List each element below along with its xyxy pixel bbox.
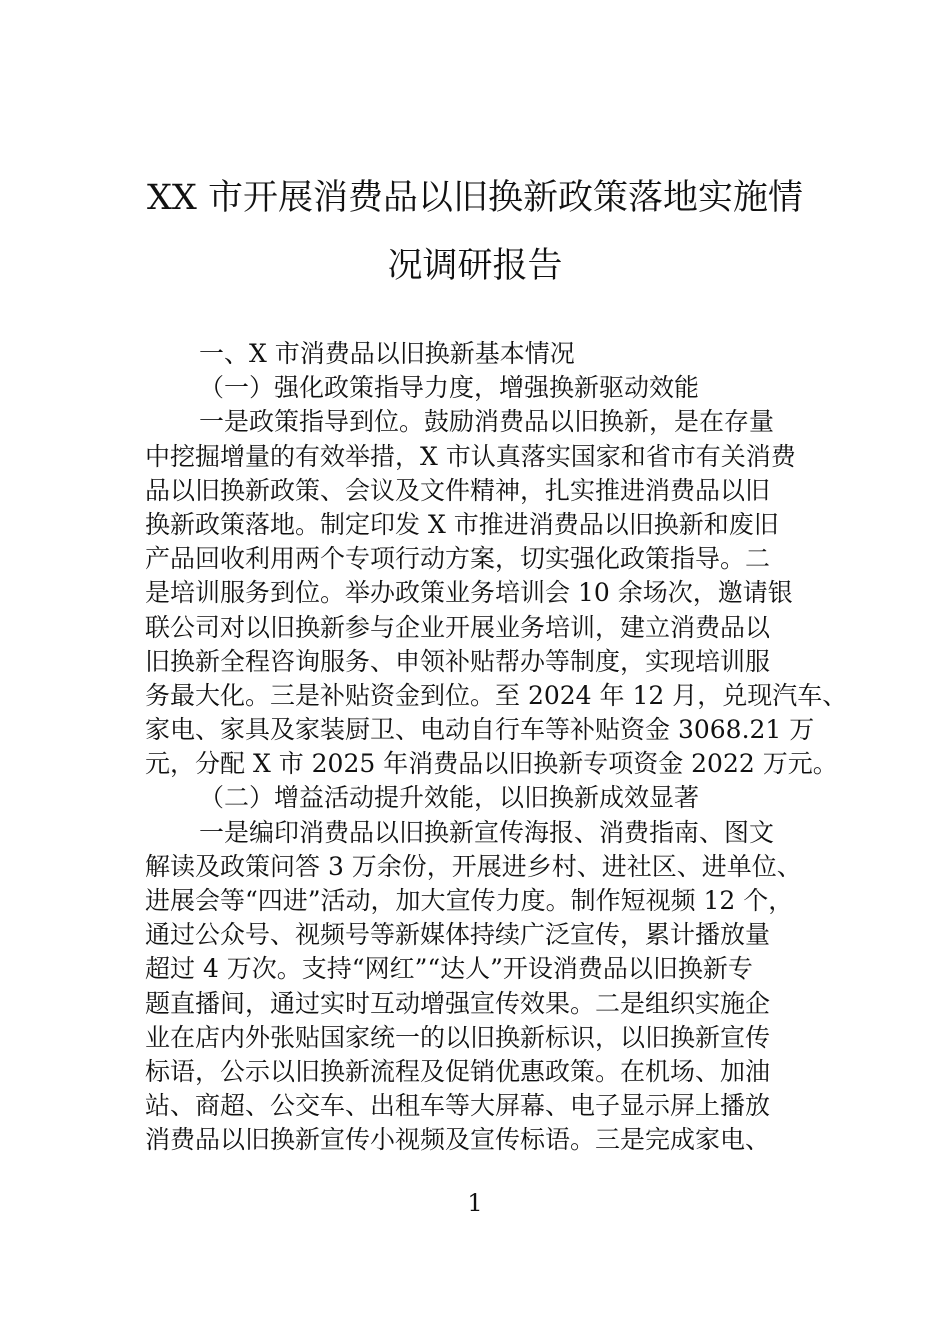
paragraph-line: 旧换新全程咨询服务、申领补贴帮办等制度，实现培训服 xyxy=(145,646,771,676)
paragraph-line: 解读及政策问答 3 万余份，开展进乡村、进社区、进单位、 xyxy=(145,851,802,881)
paragraph-line: 换新政策落地。制定印发 X 市推进消费品以旧换新和废旧 xyxy=(145,509,779,539)
paragraph-line: 超过 4 万次。支持“网红”“达人”开设消费品以旧换新专 xyxy=(145,954,753,984)
paragraph-line: 标语，公示以旧换新流程及促销优惠政策。在机场、加油 xyxy=(145,1056,771,1086)
paragraph-line: 中挖掘增量的有效举措，X 市认真落实国家和省市有关消费 xyxy=(145,441,796,471)
paragraph-line: 品以旧换新政策、会议及文件精神，扎实推进消费品以旧 xyxy=(145,475,771,505)
paragraph-line: 联公司对以旧换新参与企业开展业务培训，建立消费品以 xyxy=(145,612,771,642)
paragraph-line: 务最大化。三是补贴资金到位。至 2024 年 12 月，兑现汽车、 xyxy=(145,680,848,710)
document-body xyxy=(145,337,848,1158)
document-title-line-1: XX 市开展消费品以旧换新政策落地实施情 xyxy=(147,178,803,218)
document-title-line-2: 况调研报告 xyxy=(387,246,563,286)
paragraph-line: 题直播间，通过实时互动增强宣传效果。二是组织实施企 xyxy=(145,988,771,1018)
subsection-heading: （一）强化政策指导力度，增强换新驱动效能 xyxy=(199,373,700,403)
paragraph-line: 消费品以旧换新宣传小视频及宣传标语。三是完成家电、 xyxy=(145,1125,771,1155)
paragraph-line: 家电、家具及家装厨卫、电动自行车等补贴资金 3068.21 万 xyxy=(145,715,815,745)
subsection-heading: （二）增益活动提升效能，以旧换新成效显著 xyxy=(199,783,700,813)
paragraph-line: 站、商超、公交车、出租车等大屏幕、电子显示屏上播放 xyxy=(145,1091,771,1121)
paragraph-line: 是培训服务到位。举办政策业务培训会 10 余场次，邀请银 xyxy=(145,578,793,608)
paragraph-line: 一是编印消费品以旧换新宣传海报、消费指南、图文 xyxy=(199,817,775,847)
paragraph-line: 产品回收利用两个专项行动方案，切实强化政策指导。二 xyxy=(145,544,771,574)
paragraph-line: 通过公众号、视频号等新媒体持续广泛宣传，累计播放量 xyxy=(145,920,771,950)
paragraph-line: 进展会等“四进”活动，加大宣传力度。制作短视频 12 个， xyxy=(145,886,794,915)
paragraph-line: 业在店内外张贴国家统一的以旧换新标识，以旧换新宣传 xyxy=(145,1022,771,1052)
section-heading: 一、X 市消费品以旧换新基本情况 xyxy=(199,339,575,368)
page-number: 1 xyxy=(467,1189,483,1217)
paragraph-line: 一是政策指导到位。鼓励消费品以旧换新，是在存量 xyxy=(199,407,775,437)
paragraph-line: 元，分配 X 市 2025 年消费品以旧换新专项资金 2022 万元。 xyxy=(145,749,838,779)
